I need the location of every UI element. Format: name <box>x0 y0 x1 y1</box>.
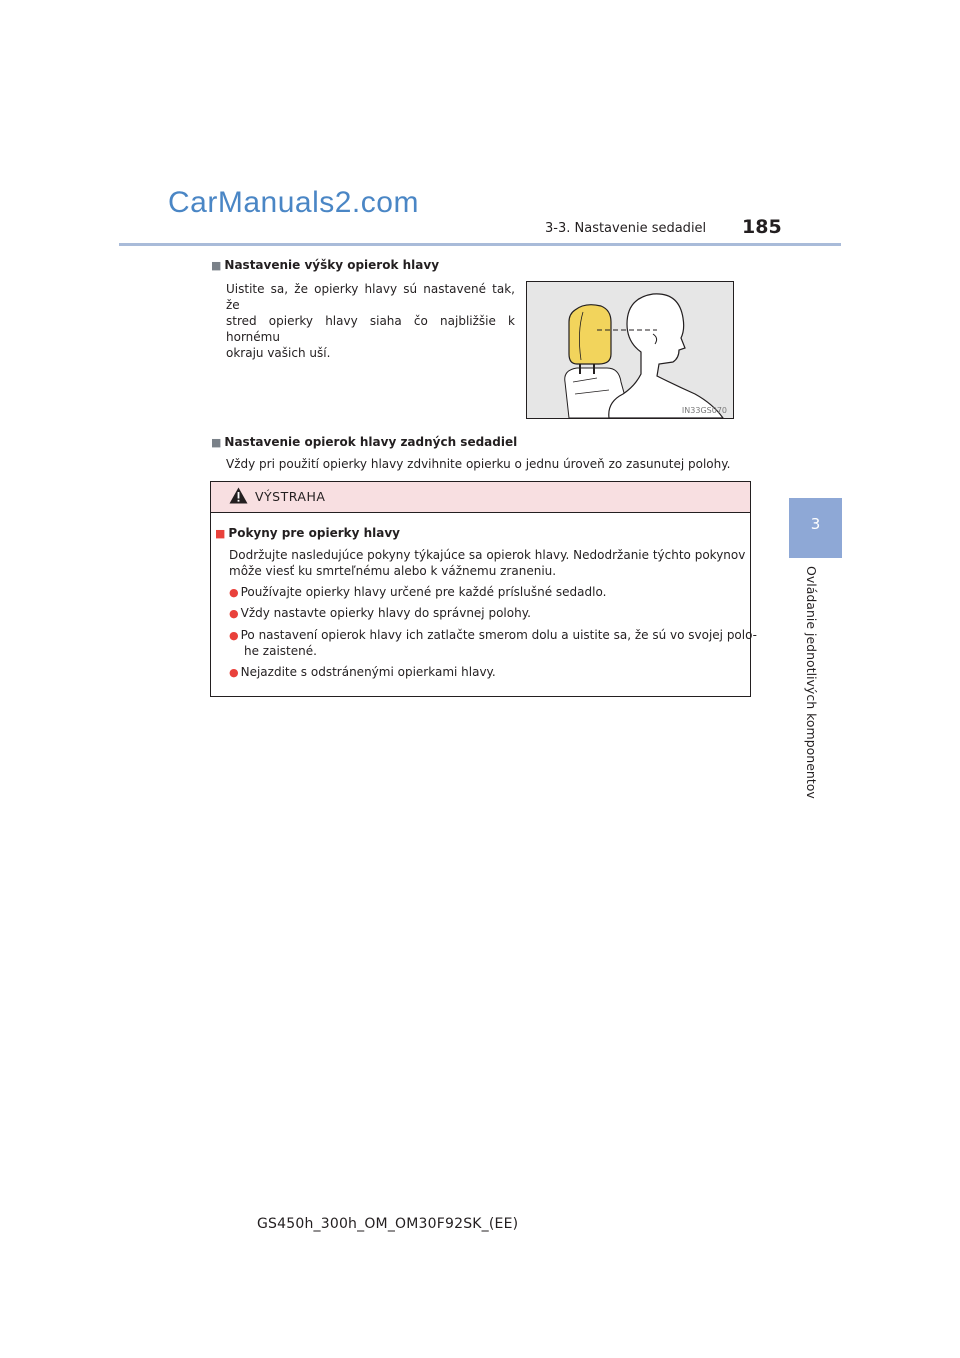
warning-bullet-text: Po nastavení opierok hlavy ich zatlačte smerom dolu a uistite sa, že sú vo svojej polo- <box>240 628 758 642</box>
warning-intro-line: môže viesť ku smrteľnému alebo k vážnemu zraneniu. <box>229 564 557 578</box>
warning-bullet <box>229 627 757 644</box>
square-bullet-icon: ■ <box>215 527 226 540</box>
chapter-number: 3 <box>810 515 821 533</box>
warning-intro <box>229 547 746 579</box>
watermark-logo: CarManuals2.com <box>168 186 419 219</box>
warning-box <box>210 481 758 697</box>
warning-header <box>211 482 750 513</box>
warning-bullet-text: Používajte opierky hlavy určené pre každé príslušné sedadlo. <box>240 585 607 599</box>
warning-bullet-text: Vždy nastavte opierky hlavy do správnej polohy. <box>240 606 531 620</box>
section2-heading-row <box>211 435 517 449</box>
bullet-dot-icon: ● <box>229 586 239 599</box>
section-title: 3-3. Nastavenie sedadiel <box>545 221 707 236</box>
warning-bullet-continuation: he zaistené. <box>244 644 317 658</box>
figure-code: IN33GS070 <box>681 406 727 415</box>
section1-heading: Nastavenie výšky opierok hlavy <box>224 258 440 272</box>
chapter-title <box>803 566 823 806</box>
section1-text <box>226 281 515 361</box>
warning-intro-line: Dodržujte nasledujúce pokyny týkajúce sa opierok hlavy. Nedodržanie týchto pokynov <box>229 548 746 562</box>
section2-text: Vždy pri použití opierky hlavy zdvihnite opierku o jednu úroveň zo zasunutej polohy. <box>226 457 731 471</box>
chapter-title-text: Ovládanie jednotlivých komponentov <box>804 566 819 799</box>
section1-heading-row <box>211 258 439 272</box>
warning-bullet <box>229 584 606 601</box>
page-number: 185 <box>742 216 782 238</box>
warning-title: VÝSTRAHA <box>255 489 326 504</box>
bullet-dot-icon: ● <box>229 607 239 620</box>
warning-bullet <box>229 664 496 681</box>
section1-line: okraju vašich uší. <box>226 346 331 360</box>
square-bullet-icon: ■ <box>211 259 222 272</box>
square-bullet-icon: ■ <box>211 436 222 449</box>
bullet-dot-icon: ● <box>229 666 239 679</box>
warning-bullet-text: Nejazdite s odstránenými opierkami hlavy. <box>240 665 496 679</box>
bullet-dot-icon: ● <box>229 629 239 642</box>
headrest-illustration <box>527 282 733 418</box>
section1-line: stred opierky hlavy siaha čo najbližšie k hornému <box>226 314 515 344</box>
section2-heading: Nastavenie opierok hlavy zadných sedadiel <box>224 435 518 449</box>
warning-subheading-row <box>215 526 400 540</box>
warning-bullet <box>229 605 531 622</box>
section1-line: Uistite sa, že opierky hlavy sú nastavené tak, že <box>226 282 515 312</box>
headrest-figure <box>526 281 734 419</box>
document-code: GS450h_300h_OM_OM30F92SK_(EE) <box>257 1216 519 1232</box>
warning-subheading: Pokyny pre opierky hlavy <box>228 526 400 540</box>
warning-triangle-icon <box>229 487 248 504</box>
header-divider <box>119 243 841 246</box>
